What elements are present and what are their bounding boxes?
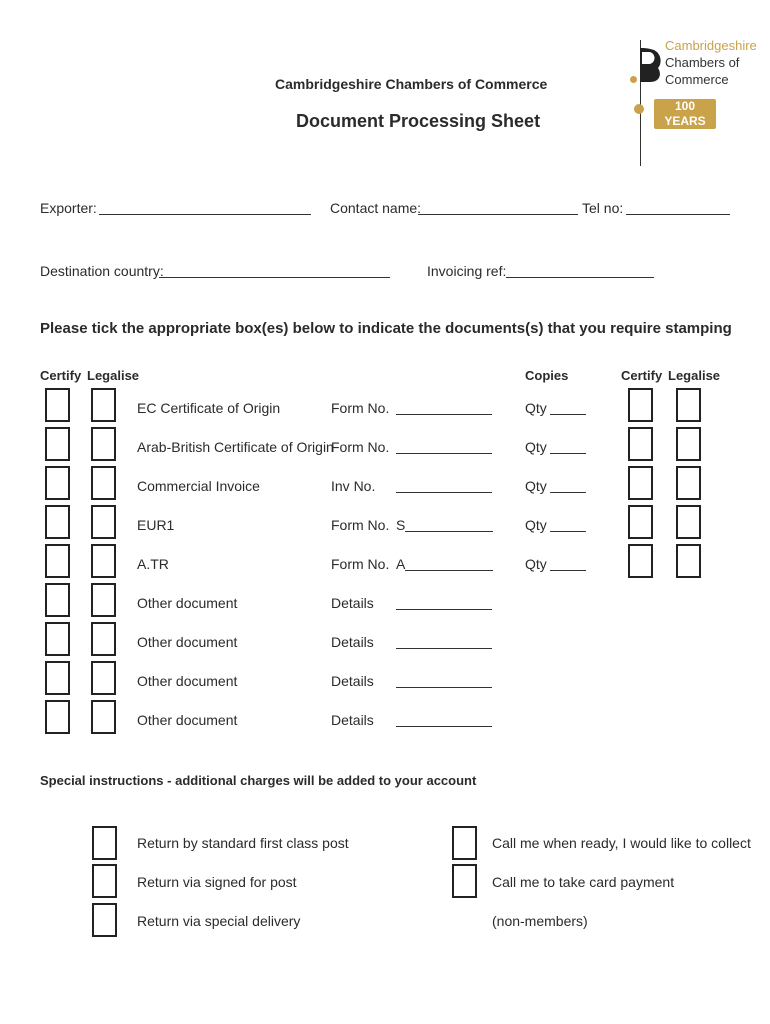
certify-right-checkbox[interactable] bbox=[628, 388, 653, 422]
logo-line-1: Cambridgeshire bbox=[665, 38, 757, 53]
document-name: Other document bbox=[137, 673, 238, 689]
certify-checkbox[interactable] bbox=[45, 622, 70, 656]
qty-label: Qty bbox=[525, 400, 547, 416]
document-name: Commercial Invoice bbox=[137, 478, 260, 494]
exporter-field[interactable] bbox=[99, 214, 311, 215]
certify-checkbox[interactable] bbox=[45, 700, 70, 734]
call-payment-label: Call me to take card payment bbox=[492, 874, 675, 890]
exporter-label: Exporter: bbox=[40, 200, 97, 216]
logo-badge-text: 100 YEARS bbox=[664, 99, 706, 128]
qty-field[interactable] bbox=[550, 531, 586, 532]
document-name: A.TR bbox=[137, 556, 169, 572]
legalise-checkbox[interactable] bbox=[91, 583, 116, 617]
return-signed-label: Return via signed for post bbox=[137, 874, 297, 890]
call-payment-checkbox[interactable] bbox=[452, 864, 477, 898]
qty-field[interactable] bbox=[550, 570, 586, 571]
form-number-field[interactable] bbox=[405, 570, 493, 571]
special-instructions-heading: Special instructions - additional charges will be added to your account bbox=[40, 773, 477, 788]
document-field-label: Form No. bbox=[331, 556, 390, 572]
legalise-checkbox[interactable] bbox=[91, 544, 116, 578]
form-number-field[interactable] bbox=[396, 648, 492, 649]
legalise-checkbox[interactable] bbox=[91, 388, 116, 422]
form-number-field[interactable] bbox=[396, 453, 492, 454]
qty-field[interactable] bbox=[550, 492, 586, 493]
return-special-label: Return via special delivery bbox=[137, 913, 301, 929]
legalise-right-header: Legalise bbox=[668, 368, 721, 383]
legalise-right-checkbox[interactable] bbox=[676, 427, 701, 461]
document-name: EUR1 bbox=[137, 517, 175, 533]
legalise-checkbox[interactable] bbox=[91, 505, 116, 539]
return-standard-label: Return by standard first class post bbox=[137, 835, 349, 851]
legalise-right-checkbox[interactable] bbox=[676, 505, 701, 539]
form-number-field[interactable] bbox=[396, 414, 492, 415]
invoicing-ref-field[interactable] bbox=[506, 277, 654, 278]
form-prefix: S bbox=[396, 517, 406, 533]
call-collect-checkbox[interactable] bbox=[452, 826, 477, 860]
legalise-checkbox[interactable] bbox=[91, 700, 116, 734]
organisation-name: Cambridgeshire Chambers of Commerce bbox=[275, 76, 548, 92]
certify-right-checkbox[interactable] bbox=[628, 544, 653, 578]
return-signed-checkbox[interactable] bbox=[92, 864, 117, 898]
document-field-label: Form No. bbox=[331, 439, 390, 455]
contact-name-field[interactable] bbox=[418, 214, 578, 215]
form-prefix: A bbox=[396, 556, 406, 572]
destination-country-label: Destination country: bbox=[40, 263, 164, 279]
legalise-right-checkbox[interactable] bbox=[676, 544, 701, 578]
qty-label: Qty bbox=[525, 556, 547, 572]
document-field-label: Form No. bbox=[331, 400, 390, 416]
legalise-right-checkbox[interactable] bbox=[676, 388, 701, 422]
form-number-field[interactable] bbox=[396, 726, 492, 727]
contact-name-label: Contact name: bbox=[330, 200, 422, 216]
certify-checkbox[interactable] bbox=[45, 505, 70, 539]
call-collect-label: Call me when ready, I would like to collect bbox=[492, 835, 751, 851]
document-field-label: Details bbox=[331, 673, 374, 689]
certify-checkbox[interactable] bbox=[45, 466, 70, 500]
document-name: EC Certificate of Origin bbox=[137, 400, 281, 416]
form-number-field[interactable] bbox=[396, 687, 492, 688]
document-field-label: Details bbox=[331, 634, 374, 650]
tel-no-field[interactable] bbox=[626, 214, 730, 215]
document-name: Arab-British Certificate of Origin bbox=[137, 439, 334, 455]
certify-right-checkbox[interactable] bbox=[628, 505, 653, 539]
qty-label: Qty bbox=[525, 439, 547, 455]
certify-checkbox[interactable] bbox=[45, 661, 70, 695]
logo-badge bbox=[654, 99, 716, 145]
certify-checkbox[interactable] bbox=[45, 388, 70, 422]
invoicing-ref-label: Invoicing ref: bbox=[427, 263, 507, 279]
instruction-heading: Please tick the appropriate box(es) below to indicate the documents(s) that you require stamping bbox=[40, 320, 732, 337]
page-title: Document Processing Sheet bbox=[296, 111, 541, 131]
certify-right-checkbox[interactable] bbox=[628, 466, 653, 500]
logo-line-3: Commerce bbox=[665, 72, 729, 87]
certify-right-header: Certify bbox=[621, 368, 663, 383]
certify-checkbox[interactable] bbox=[45, 427, 70, 461]
destination-country-field[interactable] bbox=[159, 277, 390, 278]
document-field-label: Details bbox=[331, 595, 374, 611]
tel-no-label: Tel no: bbox=[582, 200, 624, 216]
document-name: Other document bbox=[137, 634, 238, 650]
legalise-checkbox[interactable] bbox=[91, 622, 116, 656]
certify-checkbox[interactable] bbox=[45, 583, 70, 617]
document-name: Other document bbox=[137, 712, 238, 728]
logo-dot-icon bbox=[634, 104, 644, 114]
form-number-field[interactable] bbox=[405, 531, 493, 532]
non-members-note: (non-members) bbox=[492, 913, 588, 929]
logo-line-2: Chambers of bbox=[665, 55, 740, 70]
certify-checkbox[interactable] bbox=[45, 544, 70, 578]
legalise-checkbox[interactable] bbox=[91, 466, 116, 500]
qty-label: Qty bbox=[525, 478, 547, 494]
logo-dot-icon bbox=[630, 76, 637, 83]
certify-right-checkbox[interactable] bbox=[628, 427, 653, 461]
legalise-right-checkbox[interactable] bbox=[676, 466, 701, 500]
document-name: Other document bbox=[137, 595, 238, 611]
qty-field[interactable] bbox=[550, 453, 586, 454]
return-special-checkbox[interactable] bbox=[92, 903, 117, 937]
legalise-checkbox[interactable] bbox=[91, 427, 116, 461]
qty-field[interactable] bbox=[550, 414, 586, 415]
copies-header: Copies bbox=[525, 368, 569, 383]
legalise-checkbox[interactable] bbox=[91, 661, 116, 695]
legalise-header: Legalise bbox=[87, 368, 140, 383]
certify-header: Certify bbox=[40, 368, 82, 383]
document-field-label: Inv No. bbox=[331, 478, 376, 494]
form-number-field[interactable] bbox=[396, 609, 492, 610]
return-standard-checkbox[interactable] bbox=[92, 826, 117, 860]
document-field-label: Details bbox=[331, 712, 374, 728]
qty-label: Qty bbox=[525, 517, 547, 533]
logo-tagline: inspiring business success bbox=[661, 130, 709, 145]
form-number-field[interactable] bbox=[396, 492, 492, 493]
document-field-label: Form No. bbox=[331, 517, 390, 533]
